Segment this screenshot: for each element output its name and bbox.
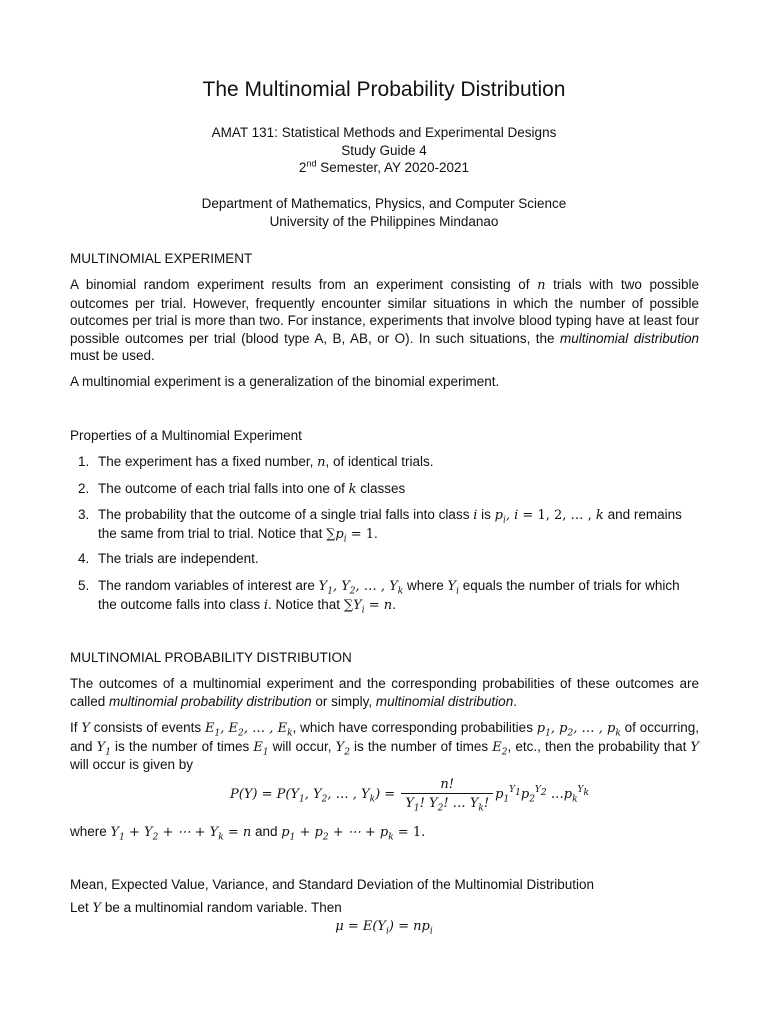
text: trials with two possible outcomes per trial. However, frequently encounter similar situations in which the number of possible outcomes per trial is more than two. For instance, experiments that involve blood typing have at least four possible outcomes per trial (blood type A, B, AB, or O). In such situations, the (70, 277, 699, 346)
semester-line (0, 159, 768, 177)
list-text (98, 453, 699, 472)
department-name: Department of Mathematics, Physics, and Computer Science (201, 196, 567, 211)
emphasis-term: multinomial probability distribution (109, 693, 312, 709)
list-number: 5. (78, 578, 90, 593)
text: classes (356, 481, 406, 496)
formula-conditions (70, 823, 699, 842)
math-equals-one: = 1 (346, 526, 375, 542)
text: A binomial random experiment results from an experiment consisting of (70, 277, 538, 292)
math-y-list: $Y_1$, $Y_2$, … , $Y_k$ (318, 579, 404, 597)
multinomial-formula (230, 777, 589, 819)
text: The random variables of interest are (98, 578, 319, 593)
text: equals the number of trials for which the outcome falls into class (98, 578, 680, 612)
formula-powers: $p_1^{Y_1}p_2^{Y_2}$ $\dots p_k^{Y_k}$ (495, 785, 589, 805)
math-p-i: $p_i$ (335, 526, 347, 545)
text: is the number of times (349, 738, 493, 754)
text: . Notice that (268, 596, 344, 612)
paragraph-generalization: A multinomial experiment is a generalization of the binomial experiment. (70, 374, 500, 389)
math-sum-y-n: $Y_1 + Y_2$ + ⋯ + $Y_k = n$ (110, 825, 252, 843)
paragraph-events (70, 719, 699, 774)
math-e2: $E_2$ (492, 739, 508, 758)
math-sum-p-one: $p_1 + p_2$ + ⋯ + $p_k$ (281, 825, 394, 843)
math-sum-p: ∑ (326, 526, 336, 542)
list-number: 3. (78, 507, 90, 522)
paragraph-outcomes (70, 675, 699, 710)
text: . (513, 693, 517, 709)
text: where (70, 824, 111, 839)
text: consists of events (89, 720, 205, 735)
study-guide-label: Study Guide 4 (341, 142, 427, 158)
semester-suffix: nd (306, 158, 317, 169)
list-number: 4. (78, 551, 90, 566)
section-heading-multinomial-experiment: MULTINOMIAL EXPERIMENT (70, 251, 253, 266)
text: will occur is given by (70, 757, 194, 773)
course-name: AMAT 131: Statistical Methods and Experimental Designs (211, 125, 557, 140)
text: and (251, 824, 282, 839)
text: is the number of times (110, 738, 254, 754)
math-n: n (317, 455, 326, 470)
paragraph-let-y (70, 899, 699, 918)
list-text: The trials are independent. (98, 551, 259, 566)
math-n: n (537, 278, 546, 293)
list-number: 2. (78, 481, 90, 496)
list-number: 1. (78, 454, 90, 469)
list-text (98, 577, 699, 614)
text: be a multinomial random variable. Then (101, 900, 342, 915)
fraction-denominator: $Y_1$! $Y_2$! … $Y_k$! (405, 796, 490, 814)
emphasis-term: multinomial distribution (560, 330, 700, 346)
math-y1: $Y_1$ (96, 739, 111, 758)
math-i: i (473, 508, 478, 523)
section-heading-properties: Properties of a Multinomial Experiment (70, 428, 302, 443)
emphasis-term: multinomial distribution (375, 693, 514, 709)
text: , etc., then the probability that (507, 738, 691, 754)
text: must be used. (70, 348, 155, 364)
math-e-list: $E_1$, $E_2$, … , $E_k$ (204, 721, 293, 739)
text: The probability that the outcome of a single trial falls into class (98, 507, 474, 522)
section-heading-distribution: MULTINOMIAL PROBABILITY DISTRIBUTION (70, 650, 352, 665)
math-sum-y: ∑ (343, 597, 354, 613)
text: . (374, 525, 378, 541)
math-y-i: $Y_i$ (447, 579, 460, 597)
math-y: Y (81, 721, 90, 736)
course-header (0, 124, 768, 177)
formula-lhs: $P(Y) = P(Y_1$, $Y_2$, … , $Y_k$) = (230, 786, 400, 805)
math-pi-range: $p_i$, i = (494, 508, 538, 526)
text: where (403, 578, 448, 593)
fraction-numerator: n! (401, 777, 493, 794)
math-e1: $E_1$ (253, 739, 269, 758)
section-heading-mean-variance: Mean, Expected Value, Variance, and Standard Deviation of the Multinomial Distribution (70, 877, 595, 892)
text: and remains the same from trial to trial. Notice that (98, 507, 682, 541)
paragraph-binomial-intro (70, 276, 699, 365)
text: will occur, (268, 738, 336, 754)
formula-fraction (401, 777, 493, 814)
math-y: Y (690, 739, 700, 755)
semester-number: 2 (298, 160, 307, 175)
list-text (98, 480, 699, 499)
text: If (70, 720, 82, 735)
math-range-values: 1, 2, … , (537, 508, 596, 523)
math-p-list: $p_1$, $p_2$, … , $p_k$ (536, 721, 621, 739)
mean-formula: $\mu = E(Y_i) = np_i$ (335, 919, 433, 937)
math-equals-one: = 1. (393, 825, 426, 840)
text: is (477, 507, 495, 522)
math-y: Y (92, 901, 102, 916)
text: of occurring, and (70, 720, 699, 754)
math-k: k (348, 482, 357, 497)
math-k: k (595, 508, 604, 523)
semester-text: Semester, AY 2020-2021 (316, 160, 470, 175)
department-block (0, 195, 768, 230)
text: , of identical trials. (325, 454, 434, 469)
text: or simply, (311, 693, 376, 709)
text: Let (70, 900, 93, 915)
text: The outcome of each trial falls into one of (98, 481, 349, 496)
math-y2: $Y_2$ (335, 739, 350, 758)
text: . (392, 596, 396, 612)
list-text (98, 506, 699, 543)
document-title: The Multinomial Probability Distribution (202, 78, 566, 101)
text: , which have corresponding probabilities (292, 720, 537, 735)
university-name: University of the Philippines Mindanao (269, 213, 499, 229)
text: The experiment has a fixed number, (98, 454, 318, 469)
text: The outcomes of a multinomial experiment and the corresponding probabilities of these outcomes are called (70, 676, 699, 709)
math-i: i (263, 597, 269, 613)
math-sum-y-eq: $Y_i = n$ (353, 597, 393, 616)
